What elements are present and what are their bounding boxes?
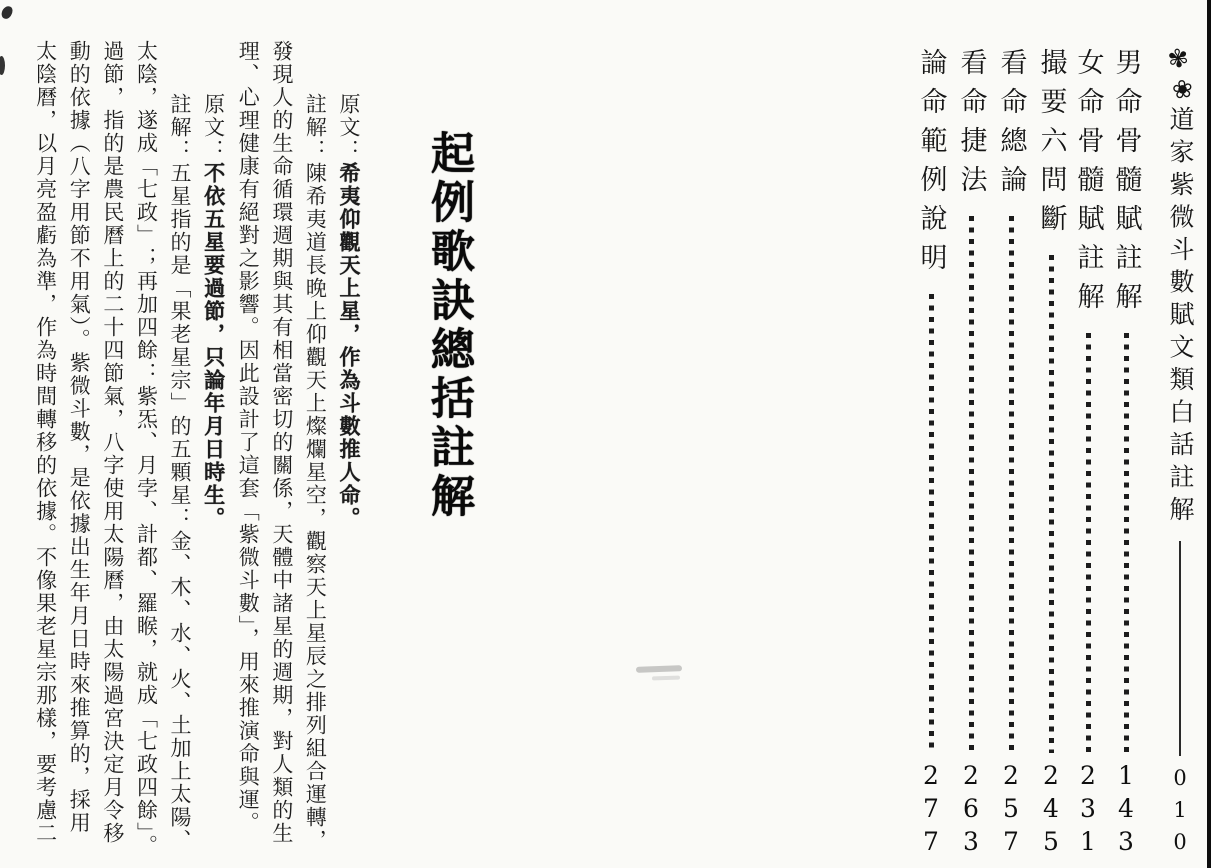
column-prefix: 註解：	[303, 93, 328, 162]
toc-entry-page: 263	[956, 761, 986, 860]
toc-entry-page: 257	[996, 761, 1026, 860]
chapter-title: 起例歌訣總括註解	[423, 130, 474, 522]
column-text: 太陰，遂成「七政」；再加四餘：紫炁、月孛、計都、羅睺，就成「七政四餘」。	[134, 40, 159, 858]
body-column-annotation	[162, 40, 196, 866]
column-text: 動的依據（八字用節不用氣）。紫微斗數，是依據出生年月日時來推算的，採用	[67, 40, 92, 835]
column-prefix: 註解：	[168, 93, 193, 162]
toc-entry	[1033, 48, 1069, 860]
column-text: 陳希夷道長晚上仰觀天上燦爛星空，觀察天上星辰之排列組合運轉，	[303, 162, 328, 852]
toc-entry	[993, 48, 1029, 860]
toc-entry	[1108, 48, 1144, 860]
toc-entry-title: 論命範例說明	[915, 48, 947, 282]
body-column	[231, 40, 265, 866]
column-text: 發現人的生命循環週期與其有相當密切的關係，天體中諸星的週期，對人類的生	[269, 40, 294, 845]
toc-entry-page: 245	[1036, 761, 1066, 860]
folio-number: 010	[1168, 766, 1192, 862]
column-prefix: 原文：	[201, 93, 226, 162]
column-text: 理、心理健康有絕對之影響。因此設計了這套「紫微斗數」，用來推演命與運。	[236, 40, 261, 835]
toc-entry	[1070, 48, 1106, 860]
dotted-leader	[1049, 255, 1054, 753]
toc-entry-page: 231	[1073, 761, 1103, 860]
flower-ornament-icon: ✾❀	[1161, 42, 1200, 108]
scan-edge-shadow	[1207, 0, 1211, 868]
toc-entry-page: 143	[1111, 761, 1141, 860]
running-head	[1159, 44, 1201, 862]
body-column	[62, 40, 96, 866]
toc-entry-title: 看命總論	[995, 48, 1027, 204]
toc-entry-title: 撮要六問斷	[1035, 48, 1067, 243]
vertical-rule	[1179, 541, 1181, 757]
dotted-leader	[1009, 216, 1014, 753]
article-body	[29, 40, 366, 866]
page-gutter-crease	[652, 676, 680, 681]
ink-speck	[0, 5, 14, 20]
body-column	[95, 40, 129, 866]
column-text: 太陰曆，以月亮盈虧為準，作為時間轉移的依據。不像果老星宗那樣，要考慮二	[33, 40, 58, 845]
body-column-annotation	[298, 40, 332, 866]
body-column-original-text	[196, 40, 231, 866]
toc-entry	[913, 48, 949, 860]
dotted-leader	[969, 216, 974, 753]
toc-entry	[953, 48, 989, 860]
column-text: 不依五星要過節，只論年月日時生。	[201, 162, 227, 530]
body-column-original-text	[331, 40, 366, 866]
toc-entry-page: 277	[916, 761, 946, 860]
toc-entry-title: 看命捷法	[955, 48, 987, 204]
dotted-leader	[1124, 333, 1129, 753]
toc-entry-title: 女命骨髓賦註解	[1072, 48, 1104, 321]
body-column	[264, 40, 298, 866]
column-text: 五星指的是「果老星宗」的五顆星：金、木、水、火、土加上太陽、	[168, 162, 193, 852]
page-gutter-crease	[636, 665, 682, 673]
column-text: 過節，指的是農民曆上的二十四節氣，八字使用太陽曆，由太陽過宮決定月令移	[100, 40, 125, 845]
column-text: 希夷仰觀天上星，作為斗數推人命。	[337, 162, 362, 530]
dotted-leader	[929, 294, 934, 753]
ink-speck	[0, 56, 5, 75]
dotted-leader	[1086, 333, 1091, 753]
book-title: 道家紫微斗數賦文類白話註解	[1166, 106, 1195, 529]
body-column	[28, 40, 62, 866]
column-prefix: 原文：	[337, 93, 361, 162]
body-column	[129, 40, 163, 866]
toc-entry-title: 男命骨髓賦註解	[1110, 48, 1142, 321]
